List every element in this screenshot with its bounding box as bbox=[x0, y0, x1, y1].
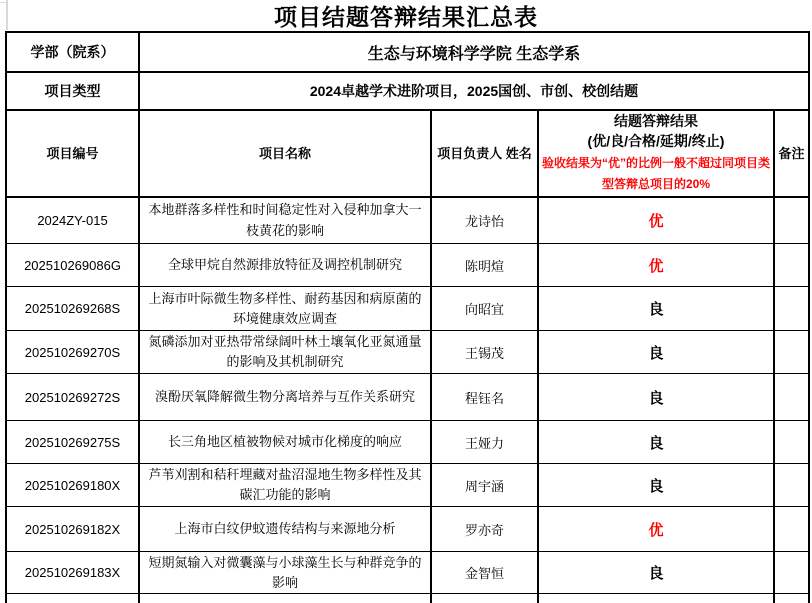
remark-cell bbox=[774, 594, 809, 603]
leader-name-cell: 向昭宜 bbox=[431, 287, 538, 331]
department-value-cell: 生态与环境科学学院 生态学系 bbox=[139, 32, 809, 72]
project-name-cell: 氮磷添加对亚热带常绿阔叶林土壤氧化亚氮通量的影响及其机制研究 bbox=[139, 331, 431, 374]
table-row bbox=[6, 507, 809, 552]
project-code-cell: 202510269270S bbox=[6, 331, 139, 374]
remark-cell bbox=[774, 331, 809, 374]
header-result bbox=[538, 110, 774, 197]
leader-name-cell: 龙诗怡 bbox=[431, 197, 538, 244]
leader-name-cell: 陈明煊 bbox=[431, 244, 538, 287]
project-name-cell: 本地群落多样性和时间稳定性对入侵种加拿大一枝黄花的影响 bbox=[139, 197, 431, 244]
table-row bbox=[6, 287, 809, 331]
department-label-cell: 学部（院系） bbox=[6, 32, 139, 72]
remark-cell bbox=[774, 287, 809, 331]
project-code-cell: 2024ZY-015 bbox=[6, 197, 139, 244]
leader-name-cell: 罗亦奇 bbox=[431, 507, 538, 552]
result-cell: 良 bbox=[538, 374, 774, 421]
project-code-cell: 202510269182X bbox=[6, 507, 139, 552]
header-project-code: 项目编号 bbox=[6, 110, 139, 197]
project-name-cell bbox=[139, 594, 431, 603]
result-cell: 优 bbox=[538, 197, 774, 244]
remark-cell bbox=[774, 244, 809, 287]
project-name-cell: 全球甲烷自然源排放特征及调控机制研究 bbox=[139, 244, 431, 287]
table-row bbox=[6, 552, 809, 594]
gridline-fragment-vertical bbox=[6, 0, 8, 30]
header-row bbox=[6, 110, 809, 197]
project-type-value-cell: 2024卓越学术进阶项目，2025国创、市创、校创结题 bbox=[139, 72, 809, 110]
remark-cell bbox=[774, 464, 809, 507]
project-code-cell: 202510269086G bbox=[6, 244, 139, 287]
header-remark: 备注 bbox=[774, 110, 809, 197]
leader-name-cell: 周宇涵 bbox=[431, 464, 538, 507]
table-row bbox=[6, 331, 809, 374]
remark-cell bbox=[774, 374, 809, 421]
result-cell: 良 bbox=[538, 552, 774, 594]
project-code-cell: 202510269183X bbox=[6, 552, 139, 594]
header-project-name: 项目名称 bbox=[139, 110, 431, 197]
remark-cell bbox=[774, 421, 809, 464]
gridline-fragment-horizontal bbox=[0, 2, 6, 3]
leader-name-cell: 王锡茂 bbox=[431, 331, 538, 374]
table-container bbox=[5, 31, 811, 603]
result-cell: 优 bbox=[538, 244, 774, 287]
project-code-cell: 202510269180X bbox=[6, 464, 139, 507]
table-row bbox=[6, 244, 809, 287]
header-result-title: 结题答辩结果 bbox=[614, 113, 698, 129]
project-name-cell: 上海市白纹伊蚊遗传结构与来源地分析 bbox=[139, 507, 431, 552]
leader-name-cell: 王娅力 bbox=[431, 421, 538, 464]
leader-name-cell: 程钰名 bbox=[431, 374, 538, 421]
result-cell bbox=[538, 594, 774, 603]
project-code-cell: 202510269272S bbox=[6, 374, 139, 421]
project-type-row bbox=[6, 72, 809, 110]
project-name-cell: 短期氮输入对微囊藻与小球藻生长与种群竞争的影响 bbox=[139, 552, 431, 594]
result-cell: 良 bbox=[538, 421, 774, 464]
remark-cell bbox=[774, 507, 809, 552]
header-result-note: 验收结果为“优”的比例一般不超过同项目类型答辩总项目的20% bbox=[541, 155, 770, 192]
project-type-label-cell: 项目类型 bbox=[6, 72, 139, 110]
project-name-cell: 芦苇刈割和秸秆埋藏对盐沼湿地生物多样性及其碳汇功能的影响 bbox=[139, 464, 431, 507]
table-row bbox=[6, 197, 809, 244]
remark-cell bbox=[774, 552, 809, 594]
remark-cell bbox=[774, 197, 809, 244]
header-result-scale: (优/良/合格/延期/终止) bbox=[587, 133, 725, 149]
table-row bbox=[6, 374, 809, 421]
project-name-cell: 长三角地区植被物候对城市化梯度的响应 bbox=[139, 421, 431, 464]
page-title: 项目结题答辩结果汇总表 bbox=[274, 4, 538, 30]
department-row bbox=[6, 32, 809, 72]
project-code-cell: 202510269268S bbox=[6, 287, 139, 331]
table-row bbox=[6, 464, 809, 507]
result-cell: 良 bbox=[538, 331, 774, 374]
result-cell: 优 bbox=[538, 507, 774, 552]
project-name-cell: 溴酚厌氧降解微生物分离培养与互作关系研究 bbox=[139, 374, 431, 421]
leader-name-cell: 金智恒 bbox=[431, 552, 538, 594]
result-cell: 良 bbox=[538, 287, 774, 331]
project-name-cell: 上海市叶际微生物多样性、耐药基因和病原菌的环境健康效应调查 bbox=[139, 287, 431, 331]
table-row bbox=[6, 421, 809, 464]
project-code-cell bbox=[6, 594, 139, 603]
header-leader-name: 项目负责人 姓名 bbox=[431, 110, 538, 197]
result-cell: 良 bbox=[538, 464, 774, 507]
table-row-partial bbox=[6, 594, 809, 603]
project-code-cell: 202510269275S bbox=[6, 421, 139, 464]
results-table bbox=[5, 31, 810, 603]
leader-name-cell bbox=[431, 594, 538, 603]
